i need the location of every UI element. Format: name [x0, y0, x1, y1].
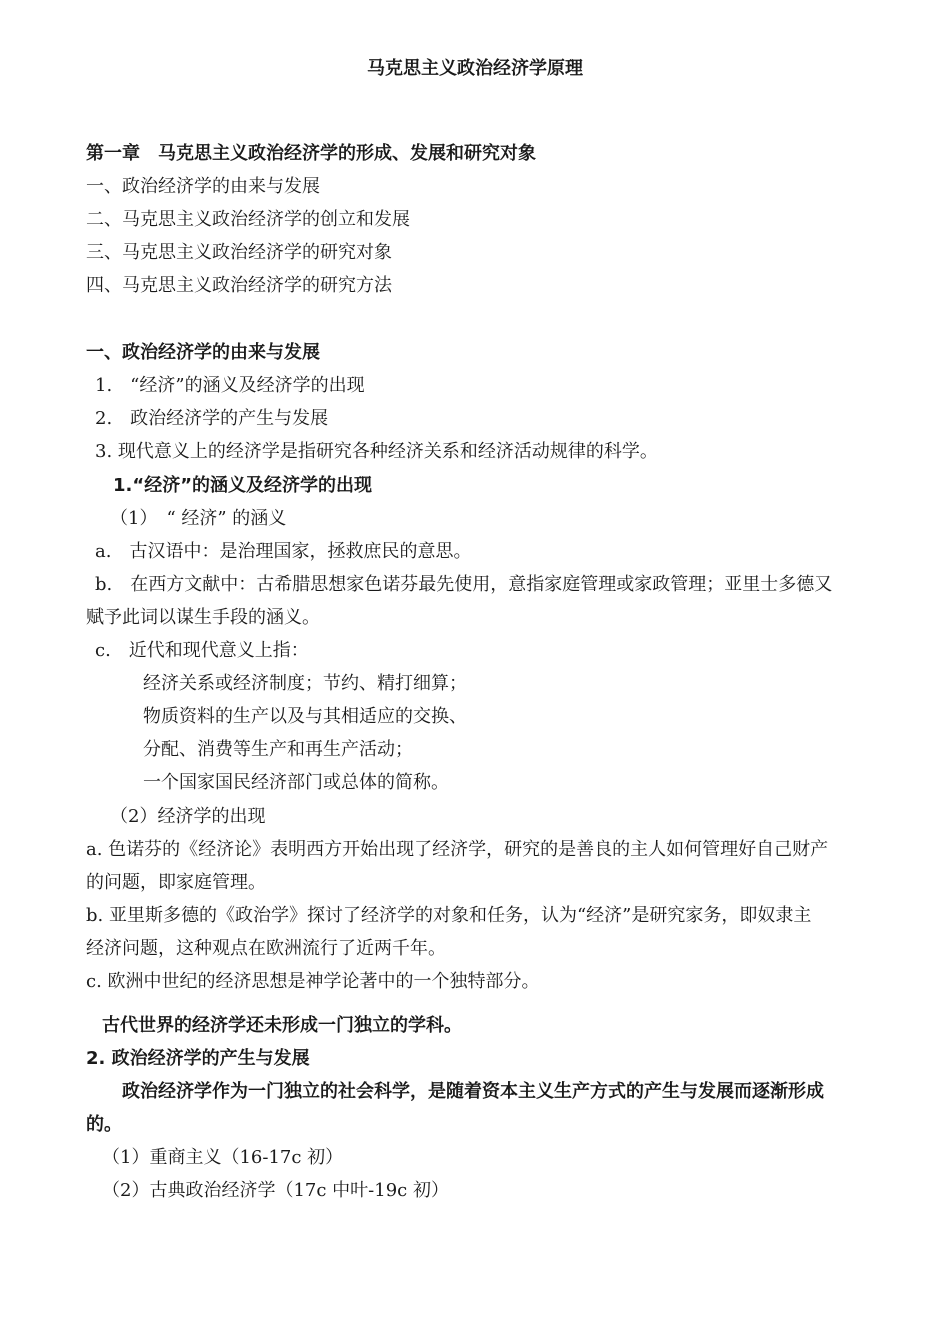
definition-item: 分配、消费等生产和再生产活动； — [143, 739, 413, 760]
subsection-heading: 1.“经济”的涵义及经济学的出现 — [113, 475, 373, 496]
toc-item: 三、马克思主义政治经济学的研究对象 — [86, 242, 392, 263]
list-item: （2）古典政治经济学（17c 中叶-19c 初） — [102, 1180, 449, 1201]
subsection-heading: 2. 政治经济学的产生与发展 — [86, 1048, 310, 1069]
toc-item: 四、马克思主义政治经济学的研究方法 — [86, 275, 392, 296]
paragraph-line: c. 欧洲中世纪的经济思想是神学论著中的一个独特部分。 — [86, 971, 540, 992]
paragraph-line: 的问题，即家庭管理。 — [86, 872, 266, 893]
paragraph-line: a. 色诺芬的《经济论》表明西方开始出现了经济学，研究的是善良的主人如何管理好自己财产 — [86, 839, 829, 860]
definition-item: 一个国家国民经济部门或总体的简称。 — [143, 772, 449, 793]
section-point: 2. 政治经济学的产生与发展 — [95, 408, 329, 429]
list-item: b. 在西方文献中：古希腊思想家色诺芬最先使用，意指家庭管理或家政管理；亚里士多德又 — [95, 574, 833, 595]
definition-item: 物质资料的生产以及与其相适应的交换、 — [143, 706, 467, 727]
paragraph-line: b. 亚里斯多德的《政治学》探讨了经济学的对象和任务，认为“经济”是研究家务，即奴隶主 — [86, 905, 812, 926]
subsubsection-heading: （2）经济学的出现 — [110, 806, 266, 827]
toc-item: 一、政治经济学的由来与发展 — [86, 176, 320, 197]
paragraph-line: 政治经济学作为一门独立的社会科学，是随着资本主义生产方式的产生与发展而逐渐形成 — [122, 1081, 824, 1102]
subsubsection-heading: （1） “ 经济” 的涵义 — [110, 508, 287, 529]
toc-item: 二、马克思主义政治经济学的创立和发展 — [86, 209, 410, 230]
list-item: （1）重商主义（16-17c 初） — [102, 1147, 344, 1168]
paragraph-line: 经济问题，这种观点在欧洲流行了近两千年。 — [86, 938, 446, 959]
list-item: c. 近代和现代意义上指： — [95, 640, 309, 661]
chapter-heading: 第一章 马克思主义政治经济学的形成、发展和研究对象 — [86, 143, 536, 164]
section-point: 3. 现代意义上的经济学是指研究各种经济关系和经济活动规律的科学。 — [95, 441, 658, 462]
list-item: a. 古汉语中：是治理国家，拯救庶民的意思。 — [95, 541, 472, 562]
paragraph-line: 的。 — [86, 1114, 122, 1135]
document-title: 马克思主义政治经济学原理 — [367, 58, 583, 79]
section-point: 1. “经济”的涵义及经济学的出现 — [95, 375, 365, 396]
list-item-continuation: 赋予此词以谋生手段的涵义。 — [86, 607, 320, 628]
section-heading: 一、政治经济学的由来与发展 — [86, 342, 320, 363]
conclusion-text: 古代世界的经济学还未形成一门独立的学科。 — [102, 1015, 462, 1036]
definition-item: 经济关系或经济制度；节约、精打细算； — [143, 673, 467, 694]
